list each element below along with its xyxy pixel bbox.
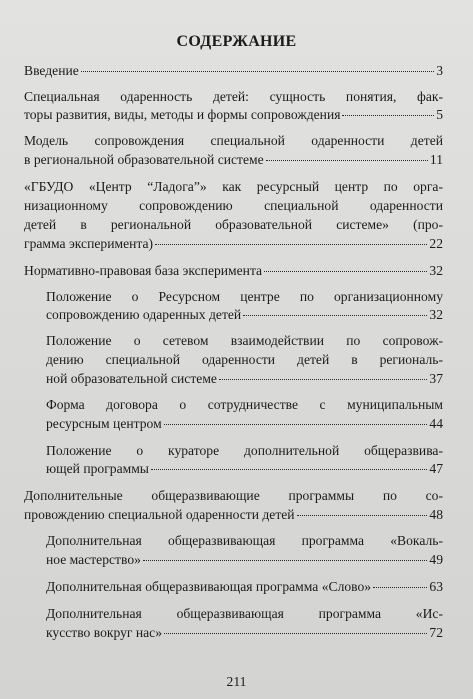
toc-entry-page: 32: [429, 263, 443, 278]
dot-leader: [266, 160, 428, 161]
toc-entry-line: Дополнительная общеразвивающая программа «Вокаль-: [46, 533, 443, 548]
toc-entry-title: в региональной образовательной системе: [24, 152, 264, 167]
toc-entry-title: Введение: [24, 63, 79, 78]
toc-entry-line: дению специальной одаренности детей в региональ-: [46, 352, 443, 367]
toc-entry-last-line: [46, 624, 443, 642]
toc-entry-title: ресурсным центром: [46, 416, 162, 431]
toc-entry-page: 49: [429, 552, 443, 567]
toc-entry-title: ющей программы: [46, 461, 149, 476]
toc-entry-line: Специальная одаренность детей: сущность понятия, фак-: [24, 89, 443, 104]
page-title: СОДЕРЖАНИЕ: [176, 33, 297, 50]
dot-leader: [81, 71, 434, 72]
toc-entry-last-line: [46, 415, 443, 433]
toc-entry-page: 11: [429, 152, 443, 167]
toc-entry-page: 72: [429, 625, 443, 640]
toc-entry-title: ное мастерство»: [46, 552, 141, 567]
toc-entry-page: 5: [436, 107, 443, 122]
toc-entry-title: провождению специальной одаренности детей: [24, 507, 295, 522]
toc-entry-last-line: [46, 551, 443, 569]
dot-leader: [373, 587, 427, 588]
dot-leader: [219, 379, 427, 380]
toc-entry-line: Положение о сетевом взаимодействии по сопровож-: [46, 333, 443, 348]
dot-leader: [264, 271, 427, 272]
toc-entry-title: кусство вокруг нас»: [46, 625, 162, 640]
toc-entry-page: 44: [429, 416, 443, 431]
toc-entry-last-line: [46, 578, 443, 596]
toc-entry-last-line: [46, 306, 443, 324]
dot-leader: [342, 115, 434, 116]
toc-entry-page: 32: [429, 307, 443, 322]
toc-entry-line: Форма договора о сотрудничестве с муниципальным: [46, 397, 443, 412]
page-number: 211: [226, 674, 247, 689]
toc-entry-last-line: [24, 235, 443, 253]
toc-entry-page: 47: [429, 461, 443, 476]
toc-entry-line: низационному сопровождению специальной одаренности: [24, 198, 443, 213]
dot-leader: [155, 244, 427, 245]
dot-leader: [297, 515, 428, 516]
toc-entry-line: Положение о Ресурсном центре по организационному: [46, 289, 443, 304]
toc-entry-line: Дополнительные общеразвивающие программы по со-: [24, 488, 443, 503]
toc-entry-line: Модель сопровождения специальной одаренности детей: [24, 133, 443, 148]
toc-entry-page: 48: [429, 507, 443, 522]
dot-leader: [151, 469, 427, 470]
toc-entry-last-line: [24, 506, 443, 524]
dot-leader: [243, 315, 427, 316]
toc-entry-title: грамма эксперимента): [24, 236, 154, 251]
toc-entry-line: Положение о кураторе дополнительной общеразвива-: [46, 443, 443, 458]
toc-entry-line: «ГБУДО «Центр “Ладога”» как ресурсный центр по орга-: [24, 179, 443, 194]
toc-entry-title: Дополнительная общеразвивающая программа «Слово»: [46, 579, 372, 594]
toc-entry-last-line: [24, 106, 443, 124]
toc-entry-last-line: [24, 62, 443, 80]
toc-entry-title: Нормативно-правовая база эксперимента: [24, 263, 263, 278]
dot-leader: [143, 560, 427, 561]
toc-entry-last-line: [46, 460, 443, 478]
toc-entry-last-line: [24, 151, 443, 169]
toc-entry-title: ной образовательной системе: [46, 371, 217, 386]
toc-entry-line: детей в региональной образовательной системе» (про-: [24, 217, 443, 232]
toc-entry-last-line: [46, 370, 443, 388]
toc-entry-page: 3: [436, 63, 443, 78]
dot-leader: [164, 424, 428, 425]
toc-entry-title: торы развития, виды, методы и формы сопровождения: [24, 107, 341, 122]
toc-entry-page: 37: [429, 371, 443, 386]
toc-entry-line: Дополнительная общеразвивающая программа «Ис-: [46, 606, 443, 621]
toc-entry-last-line: [24, 262, 443, 280]
toc-entry-title: сопровождению одаренных детей: [46, 307, 242, 322]
toc-entry-page: 22: [429, 236, 443, 251]
dot-leader: [164, 633, 427, 634]
toc-entry-page: 63: [429, 579, 443, 594]
